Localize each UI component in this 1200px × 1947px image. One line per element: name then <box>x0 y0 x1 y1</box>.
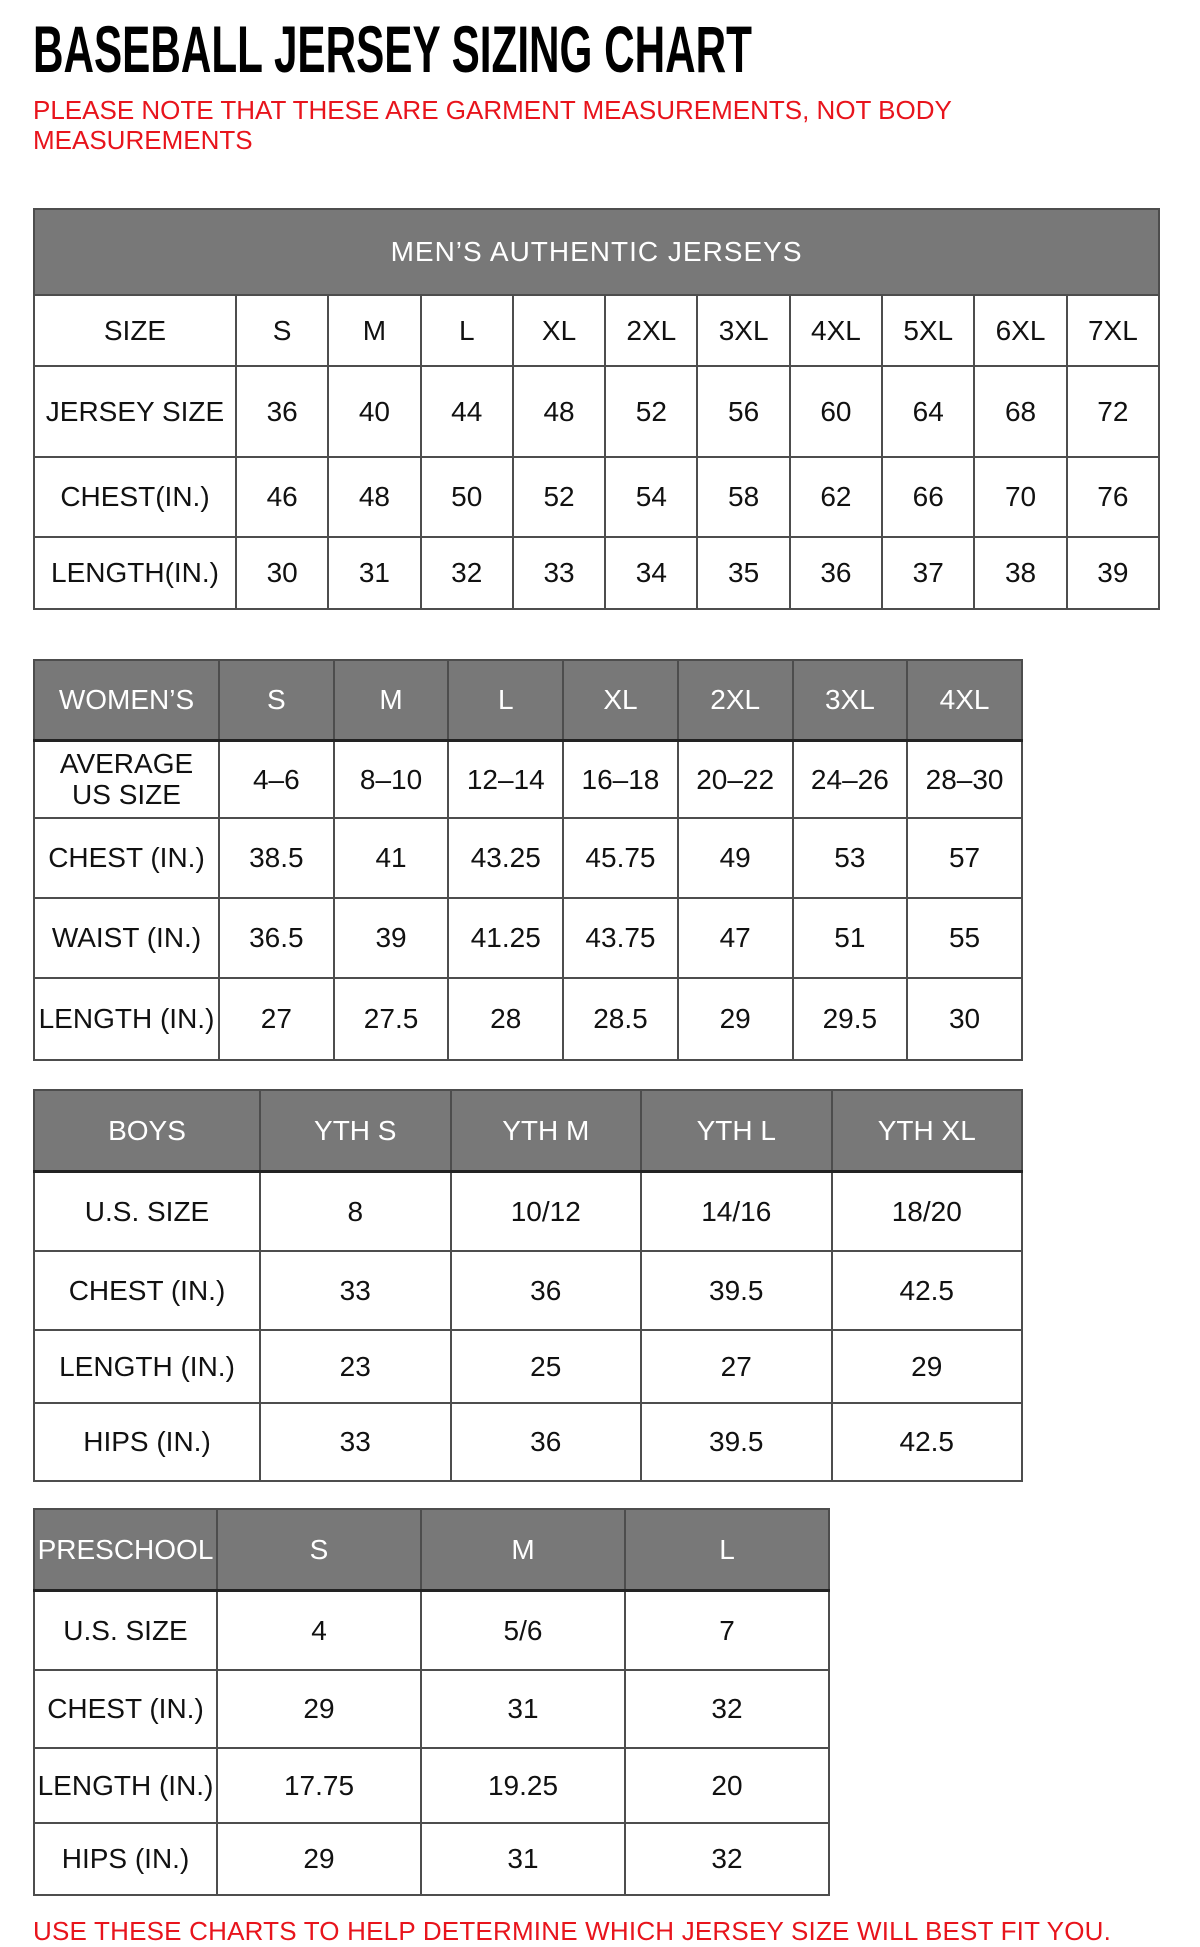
size-value: 12–14 <box>448 740 563 818</box>
table-row <box>34 740 1022 818</box>
row-label: AVERAGE US SIZE <box>34 740 219 818</box>
size-value: 40 <box>328 366 420 457</box>
size-value: 30 <box>236 537 328 609</box>
size-value: 58 <box>697 457 789 537</box>
size-value: 68 <box>974 366 1066 457</box>
row-label: CHEST (IN.) <box>34 1670 217 1748</box>
column-header: S <box>217 1509 421 1590</box>
table-row <box>34 1670 829 1748</box>
size-value: 66 <box>882 457 974 537</box>
size-value: 18/20 <box>832 1171 1023 1251</box>
size-value: 39 <box>1067 537 1159 609</box>
row-label: LENGTH (IN.) <box>34 1748 217 1823</box>
size-value: 62 <box>790 457 882 537</box>
row-label: HIPS (IN.) <box>34 1823 217 1895</box>
size-value: 54 <box>605 457 697 537</box>
column-header: YTH L <box>641 1090 832 1171</box>
row-label: LENGTH (IN.) <box>34 978 219 1060</box>
size-value: 70 <box>974 457 1066 537</box>
mens-table-head <box>34 209 1159 295</box>
size-value: 27 <box>219 978 334 1060</box>
size-value: 5XL <box>882 295 974 366</box>
size-value: 39.5 <box>641 1403 832 1481</box>
size-value: 28 <box>448 978 563 1060</box>
size-value: 20–22 <box>678 740 793 818</box>
column-header: 4XL <box>907 660 1022 740</box>
table-row <box>34 1403 1022 1481</box>
garment-measurement-note: PLEASE NOTE THAT THESE ARE GARMENT MEASUREMENTS, NOT BODY MEASUREMENTS <box>33 94 952 156</box>
table-row <box>34 818 1022 898</box>
size-value: 56 <box>697 366 789 457</box>
row-label: LENGTH (IN.) <box>34 1330 260 1403</box>
row-label: U.S. SIZE <box>34 1590 217 1670</box>
table-row <box>34 1748 829 1823</box>
size-value: 76 <box>1067 457 1159 537</box>
size-value: 16–18 <box>563 740 678 818</box>
size-value: 32 <box>625 1670 829 1748</box>
size-value: 48 <box>513 366 605 457</box>
size-value: 3XL <box>697 295 789 366</box>
size-value: 38 <box>974 537 1066 609</box>
size-value: 38.5 <box>219 818 334 898</box>
size-value: 4 <box>217 1590 421 1670</box>
womens-table-body <box>34 660 1022 1060</box>
size-value: 27 <box>641 1330 832 1403</box>
row-label: WAIST (IN.) <box>34 898 219 978</box>
size-value: 28.5 <box>563 978 678 1060</box>
size-value: 7 <box>625 1590 829 1670</box>
size-value: 29.5 <box>793 978 908 1060</box>
size-value: 31 <box>328 537 420 609</box>
size-value: 25 <box>451 1330 642 1403</box>
size-value: 29 <box>217 1670 421 1748</box>
size-value: 39.5 <box>641 1251 832 1330</box>
size-value: 29 <box>678 978 793 1060</box>
column-header: L <box>625 1509 829 1590</box>
size-value: 43.25 <box>448 818 563 898</box>
size-value: 31 <box>421 1823 625 1895</box>
boys-table-body <box>34 1090 1022 1481</box>
column-header: XL <box>563 660 678 740</box>
size-value: 51 <box>793 898 908 978</box>
column-header: YTH M <box>451 1090 642 1171</box>
table-row <box>34 1090 1022 1171</box>
column-header: YTH S <box>260 1090 451 1171</box>
table-row <box>34 1330 1022 1403</box>
size-value: 41.25 <box>448 898 563 978</box>
row-label: SIZE <box>34 295 236 366</box>
size-value: 53 <box>793 818 908 898</box>
table-row <box>34 978 1022 1060</box>
mens-authentic-jerseys-table <box>33 208 1160 610</box>
size-value: 23 <box>260 1330 451 1403</box>
size-value: 36 <box>790 537 882 609</box>
column-header: YTH XL <box>832 1090 1023 1171</box>
size-value: 43.75 <box>563 898 678 978</box>
column-header: L <box>448 660 563 740</box>
size-value: 31 <box>421 1670 625 1748</box>
size-value: 36 <box>451 1403 642 1481</box>
size-value: 17.75 <box>217 1748 421 1823</box>
womens-jerseys-table <box>33 659 1023 1061</box>
size-value: 41 <box>334 818 449 898</box>
boys-jerseys-table <box>33 1089 1023 1482</box>
table-row <box>34 1171 1022 1251</box>
size-value: 33 <box>260 1403 451 1481</box>
row-label: HIPS (IN.) <box>34 1403 260 1481</box>
column-header: M <box>334 660 449 740</box>
size-value: 50 <box>421 457 513 537</box>
size-value: 2XL <box>605 295 697 366</box>
size-value: 49 <box>678 818 793 898</box>
row-label: LENGTH(IN.) <box>34 537 236 609</box>
size-value: 52 <box>513 457 605 537</box>
size-value: S <box>236 295 328 366</box>
preschool-table-body <box>34 1509 829 1895</box>
row-label: U.S. SIZE <box>34 1171 260 1251</box>
size-value: 7XL <box>1067 295 1159 366</box>
size-value: 46 <box>236 457 328 537</box>
size-value: 45.75 <box>563 818 678 898</box>
table-row <box>34 898 1022 978</box>
fit-advice-footer: USE THESE CHARTS TO HELP DETERMINE WHICH JERSEY SIZE WILL BEST FIT YOU. <box>33 1916 1112 1947</box>
table-row <box>34 537 1159 609</box>
size-value: 33 <box>260 1251 451 1330</box>
size-value: 57 <box>907 818 1022 898</box>
size-value: 64 <box>882 366 974 457</box>
column-header: PRESCHOOL <box>34 1509 217 1590</box>
table-row <box>34 1823 829 1895</box>
table-row <box>34 1509 829 1590</box>
size-value: 10/12 <box>451 1171 642 1251</box>
table-row <box>34 209 1159 295</box>
mens-table-banner: MEN’S AUTHENTIC JERSEYS <box>34 209 1159 295</box>
row-label: CHEST (IN.) <box>34 818 219 898</box>
table-row <box>34 1590 829 1670</box>
size-value: 35 <box>697 537 789 609</box>
size-value: 4–6 <box>219 740 334 818</box>
size-value: 47 <box>678 898 793 978</box>
size-value: 8–10 <box>334 740 449 818</box>
size-value: 34 <box>605 537 697 609</box>
size-value: 44 <box>421 366 513 457</box>
size-value: M <box>328 295 420 366</box>
size-value: 5/6 <box>421 1590 625 1670</box>
size-value: 32 <box>421 537 513 609</box>
size-value: 72 <box>1067 366 1159 457</box>
size-value: 14/16 <box>641 1171 832 1251</box>
size-value: 19.25 <box>421 1748 625 1823</box>
size-value: 36 <box>236 366 328 457</box>
page-title-text: BASEBALL JERSEY SIZING CHART <box>33 12 752 86</box>
column-header: S <box>219 660 334 740</box>
size-value: 37 <box>882 537 974 609</box>
row-label: CHEST (IN.) <box>34 1251 260 1330</box>
size-value: L <box>421 295 513 366</box>
mens-table-body <box>34 295 1159 609</box>
size-value: 29 <box>832 1330 1023 1403</box>
column-header: M <box>421 1509 625 1590</box>
size-value: 20 <box>625 1748 829 1823</box>
size-value: 42.5 <box>832 1251 1023 1330</box>
size-value: 28–30 <box>907 740 1022 818</box>
size-value: 55 <box>907 898 1022 978</box>
size-value: 8 <box>260 1171 451 1251</box>
size-value: 27.5 <box>334 978 449 1060</box>
column-header: BOYS <box>34 1090 260 1171</box>
column-header: WOMEN’S <box>34 660 219 740</box>
size-value: 33 <box>513 537 605 609</box>
size-value: 36.5 <box>219 898 334 978</box>
size-value: 48 <box>328 457 420 537</box>
row-label: JERSEY SIZE <box>34 366 236 457</box>
size-value: XL <box>513 295 605 366</box>
table-row <box>34 457 1159 537</box>
size-value: 36 <box>451 1251 642 1330</box>
preschool-jerseys-table <box>33 1508 830 1896</box>
size-value: 39 <box>334 898 449 978</box>
table-row <box>34 1251 1022 1330</box>
table-row <box>34 660 1022 740</box>
column-header: 3XL <box>793 660 908 740</box>
size-value: 52 <box>605 366 697 457</box>
page-title <box>33 12 1200 86</box>
size-value: 24–26 <box>793 740 908 818</box>
size-value: 6XL <box>974 295 1066 366</box>
size-value: 42.5 <box>832 1403 1023 1481</box>
row-label: CHEST(IN.) <box>34 457 236 537</box>
size-value: 4XL <box>790 295 882 366</box>
table-row <box>34 366 1159 457</box>
size-value: 30 <box>907 978 1022 1060</box>
column-header: 2XL <box>678 660 793 740</box>
table-row <box>34 295 1159 366</box>
size-value: 60 <box>790 366 882 457</box>
size-value: 32 <box>625 1823 829 1895</box>
size-value: 29 <box>217 1823 421 1895</box>
